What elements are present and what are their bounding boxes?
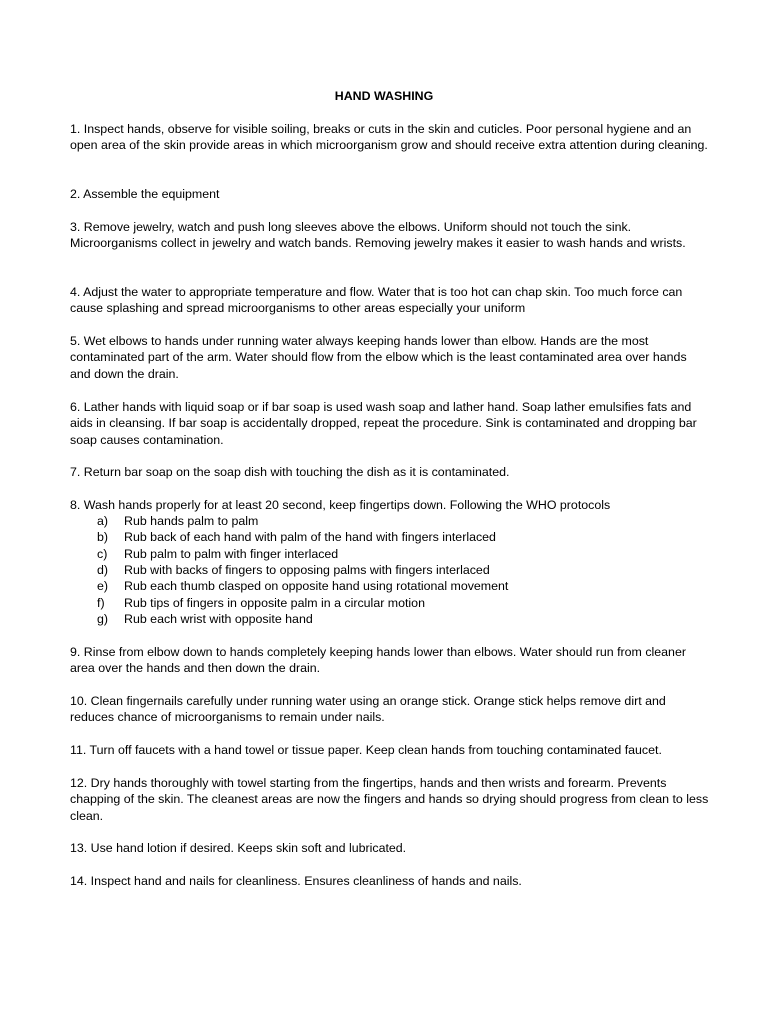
step-14: 14. Inspect hand and nails for cleanliness. Ensures cleanliness of hands and nails.: [70, 874, 522, 888]
step-4: 4. Adjust the water to appropriate temperature and flow. Water that is too hot can chap skin. Too much force can cause splashing and spread microorganisms to other areas especially your uniform: [70, 285, 683, 316]
step-12: 12. Dry hands thoroughly with towel starting from the fingertips, hands and then wrists and forearm. Prevents chapping of the skin. The cleanest areas are now the fingers and hands so drying should progress from clean to less clean.: [70, 776, 709, 823]
step-6: 6. Lather hands with liquid soap or if bar soap is used wash soap and lather hand. Soap lather emulsifies fats and aids in cleansing. If bar soap is accidentally dropped, repeat the procedure. Sink is contaminated and dropping bar soap causes contamination.: [70, 400, 697, 447]
step-7: 7. Return bar soap on the soap dish with touching the dish as it is contaminated.: [70, 465, 510, 479]
who-step-g: [97, 611, 697, 627]
step-10: 10. Clean fingernails carefully under running water using an orange stick. Orange stick helps remove dirt and reduces chance of microorganisms to remain under nails.: [70, 694, 666, 725]
who-step-text: Rub each thumb clasped on opposite hand using rotational movement: [124, 579, 509, 593]
who-step-text: Rub with backs of fingers to opposing palms with fingers interlaced: [124, 563, 490, 577]
who-step-text: Rub palm to palm with finger interlaced: [124, 547, 339, 561]
who-step-letter: e): [97, 579, 109, 593]
who-step-text: Rub back of each hand with palm of the hand with fingers interlaced: [124, 530, 496, 544]
who-step-b: [97, 529, 697, 545]
who-step-d: [97, 562, 697, 578]
step-5: 5. Wet elbows to hands under running water always keeping hands lower than elbow. Hands are the most contaminated part of the arm. Water should flow from the elbow which is the least contaminated area over hands and down the drain.: [70, 334, 687, 381]
step-11: 11. Turn off faucets with a hand towel or tissue paper. Keep clean hands from touching contaminated faucet.: [70, 743, 662, 757]
who-step-letter: f): [97, 596, 105, 610]
who-step-a: [97, 513, 697, 529]
who-step-letter: c): [97, 547, 108, 561]
step-9: 9. Rinse from elbow down to hands completely keeping hands lower than elbows. Water should run from cleaner area over the hands and then down the drain.: [70, 645, 686, 676]
who-step-text: Rub tips of fingers in opposite palm in a circular motion: [124, 596, 425, 610]
who-step-letter: a): [97, 514, 109, 528]
who-step-c: [97, 546, 697, 562]
document-title: HAND WASHING: [334, 89, 434, 103]
step-2: 2. Assemble the equipment: [70, 187, 220, 201]
who-step-e: [97, 578, 697, 594]
step-1: 1. Inspect hands, observe for visible soiling, breaks or cuts in the skin and cuticles. Poor personal hygiene and an open area of the skin provide areas in which microorganism grow and should receive extra attention during cleaning.: [70, 122, 708, 153]
who-step-text: Rub hands palm to palm: [124, 514, 259, 528]
who-step-letter: d): [97, 563, 109, 577]
who-step-letter: g): [97, 612, 109, 626]
step-8: 8. Wash hands properly for at least 20 second, keep fingertips down. Following the WHO protocols: [70, 498, 611, 512]
step-13: 13. Use hand lotion if desired. Keeps skin soft and lubricated.: [70, 841, 407, 855]
who-step-text: Rub each wrist with opposite hand: [124, 612, 313, 626]
who-step-letter: b): [97, 530, 109, 544]
who-step-f: [97, 595, 697, 611]
step-3: 3. Remove jewelry, watch and push long sleeves above the elbows. Uniform should not touch the sink. Microorganisms collect in jewelry and watch bands. Removing jewelry makes it easier to wash hands and wrists.: [70, 220, 686, 251]
